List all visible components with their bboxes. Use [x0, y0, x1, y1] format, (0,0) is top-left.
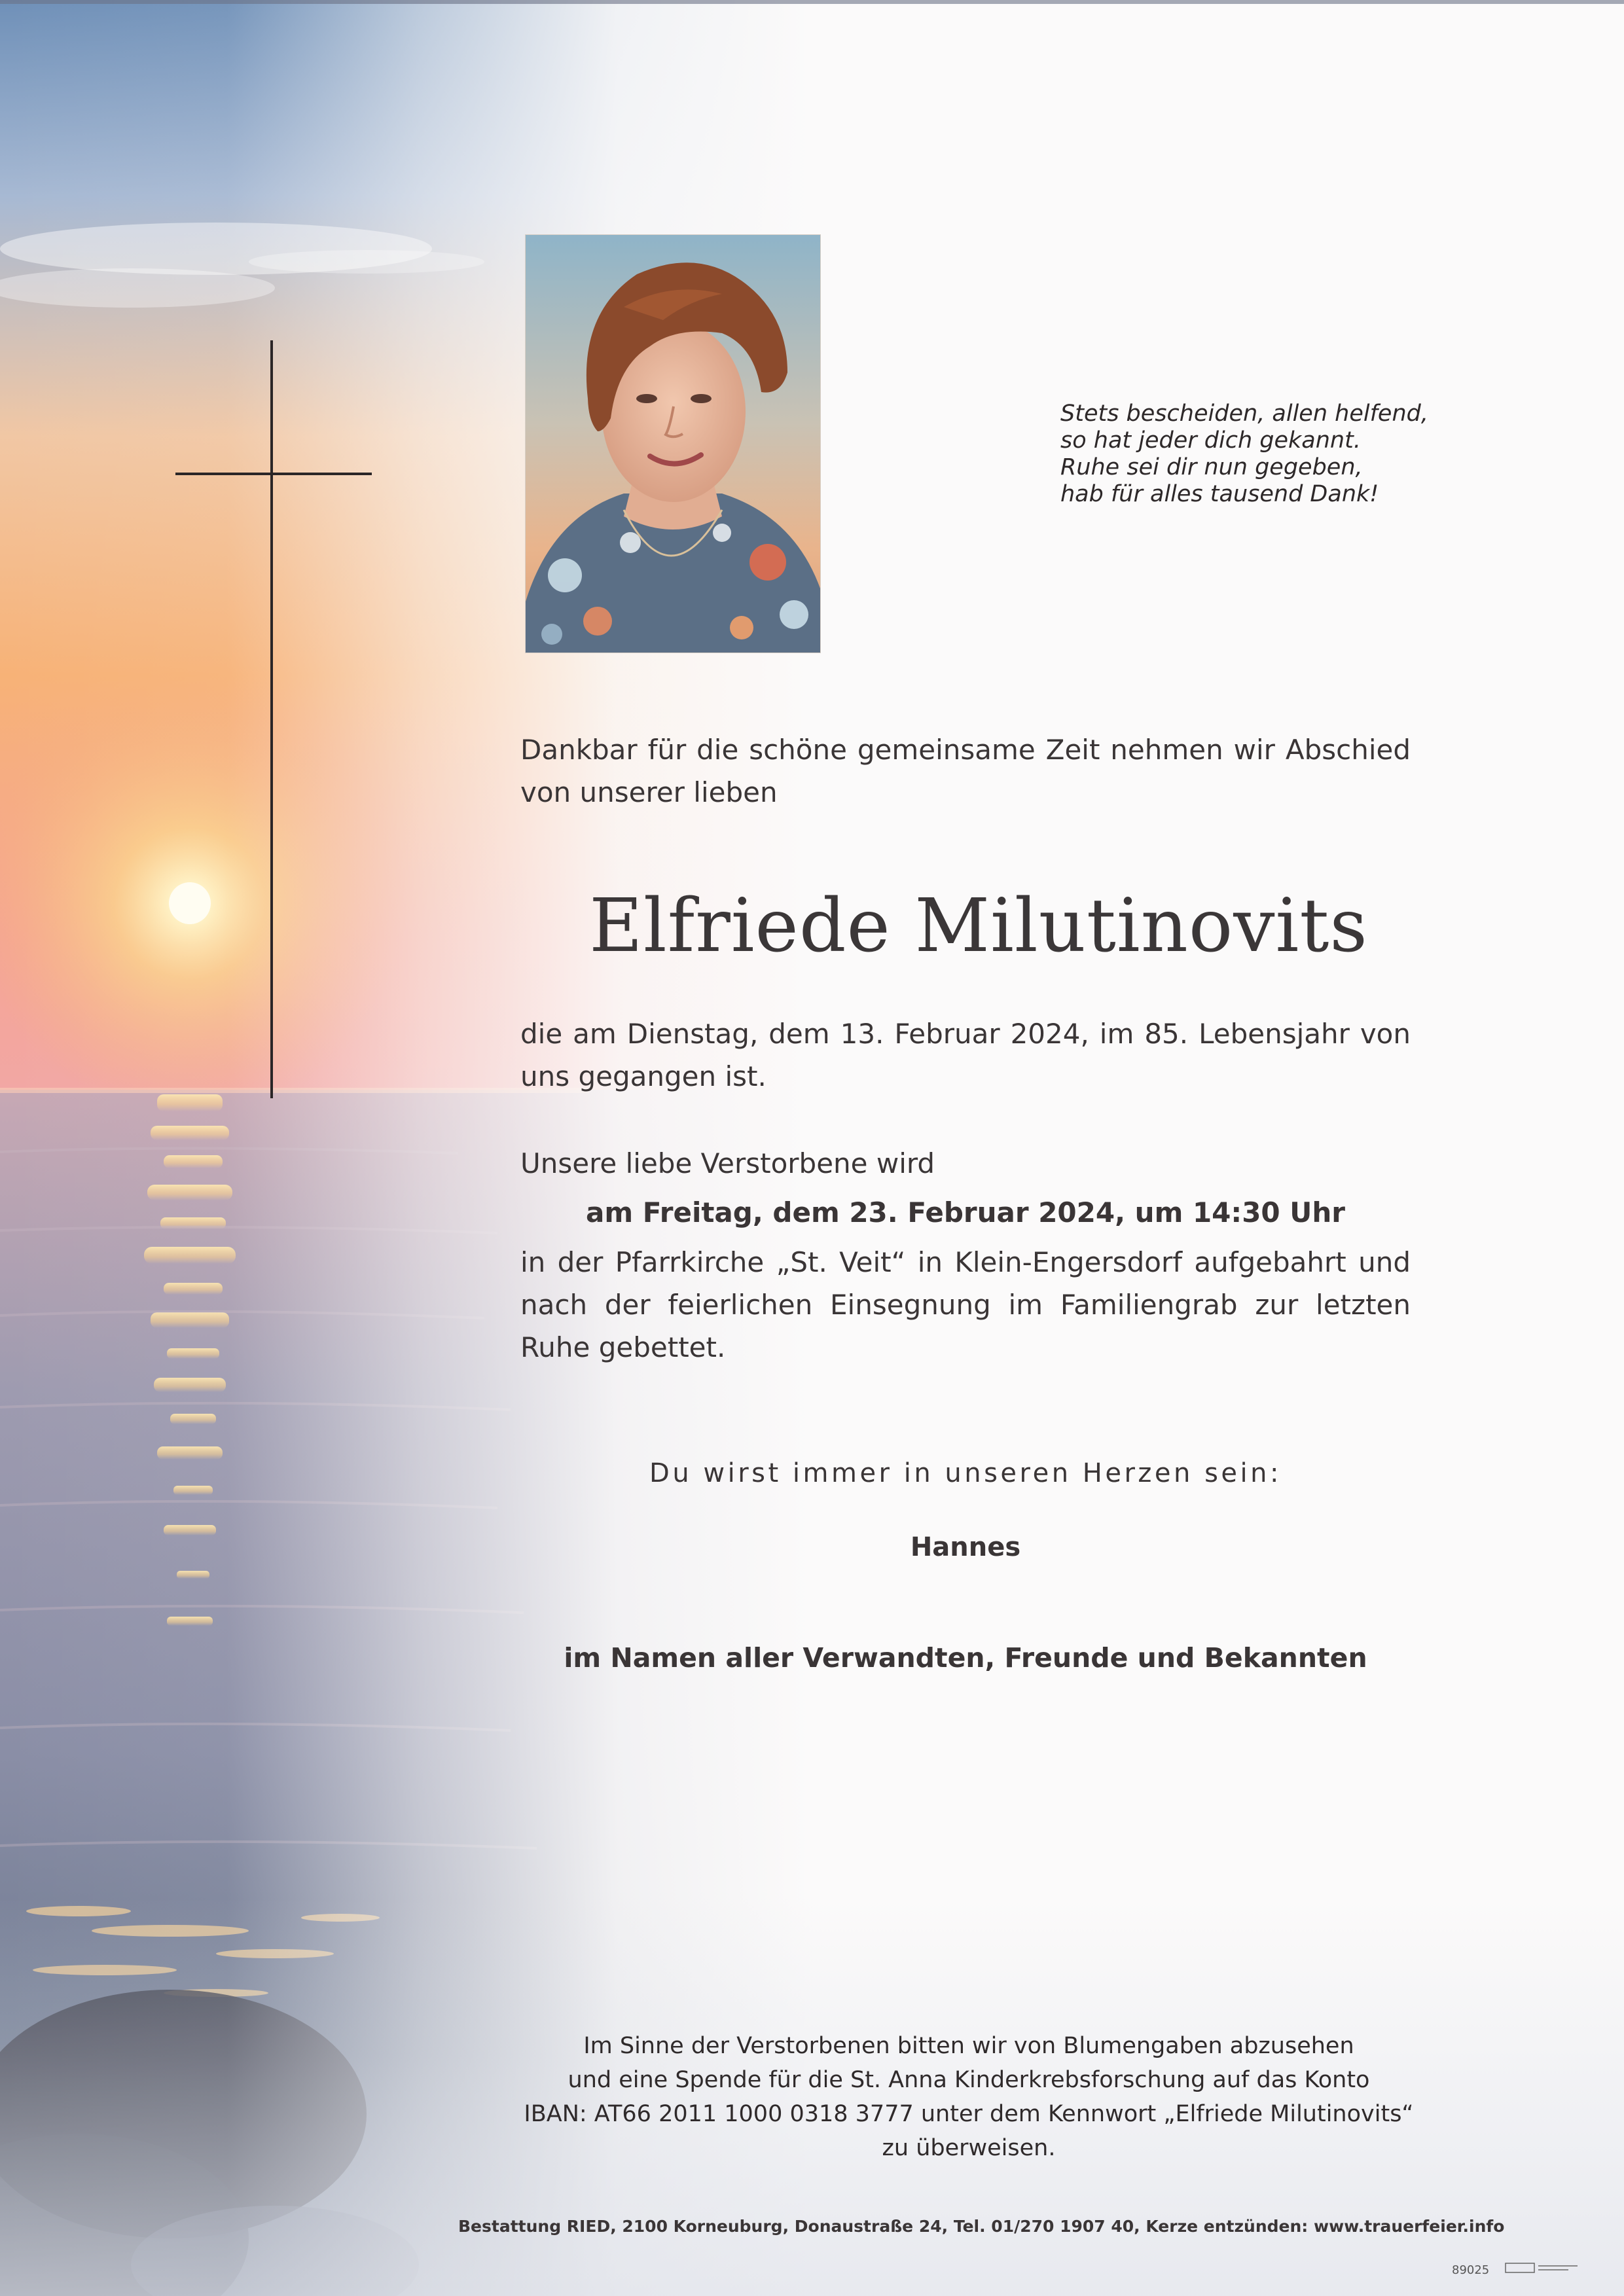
intro-text: Dankbar für die schöne gemeinsame Zeit nehmen wir Abschied von unserer lieben	[520, 734, 1411, 808]
donation-request	[497, 2029, 1440, 2165]
death-notice-text: die am Dienstag, dem 13. Februar 2024, im 85. Lebensjahr von uns gegangen ist.	[520, 1018, 1411, 1092]
printer-logo	[1504, 2259, 1583, 2276]
motto-text: Du wirst immer in unseren Herzen sein:	[649, 1458, 1282, 1488]
donation-line: und eine Spende für die St. Anna Kinderkrebsforschung auf das Konto	[568, 2067, 1370, 2093]
burial-date-text: am Freitag, dem 23. Februar 2024, um 14:30 Uhr	[586, 1196, 1345, 1229]
print-code: 89025	[1452, 2263, 1490, 2277]
poem-line: Stets bescheiden, allen helfend,	[1060, 401, 1428, 427]
poem-line: hab für alles tausend Dank!	[1060, 481, 1379, 507]
memorial-poem	[1060, 401, 1427, 508]
burial-intro-text: Unsere liebe Verstorbene wird	[520, 1147, 935, 1179]
portrait-photo	[525, 234, 821, 653]
cross-horizontal-bar	[175, 473, 372, 475]
donation-line: zu überweisen.	[882, 2135, 1056, 2161]
mourner-name: Hannes	[910, 1532, 1021, 1562]
poem-line: so hat jeder dich gekannt.	[1060, 427, 1361, 454]
funeral-home-footer: Bestattung RIED, 2100 Korneuburg, Donaustraße 24, Tel. 01/270 1907 40, Kerze entzünden: www.trauerfeier.info	[458, 2217, 1505, 2236]
deceased-name: Elfriede Milutinovits	[589, 884, 1368, 969]
cross-vertical-bar	[270, 340, 273, 1098]
donation-line: IBAN: AT66 2011 1000 0318 3777 unter dem Kennwort „Elfriede Milutinovits“	[524, 2101, 1414, 2127]
poem-line: Ruhe sei dir nun gegeben,	[1060, 454, 1363, 480]
burial-place-text: in der Pfarrkirche „St. Veit“ in Klein-Engersdorf aufgebahrt und nach der feierlichen Einsegnung im Familiengrab zur letzten Ruhe gebettet.	[520, 1246, 1411, 1363]
family-signature: im Namen aller Verwandten, Freunde und Bekannten	[564, 1642, 1367, 1674]
donation-line: Im Sinne der Verstorbenen bitten wir von Blumengaben abzusehen	[583, 2033, 1354, 2059]
